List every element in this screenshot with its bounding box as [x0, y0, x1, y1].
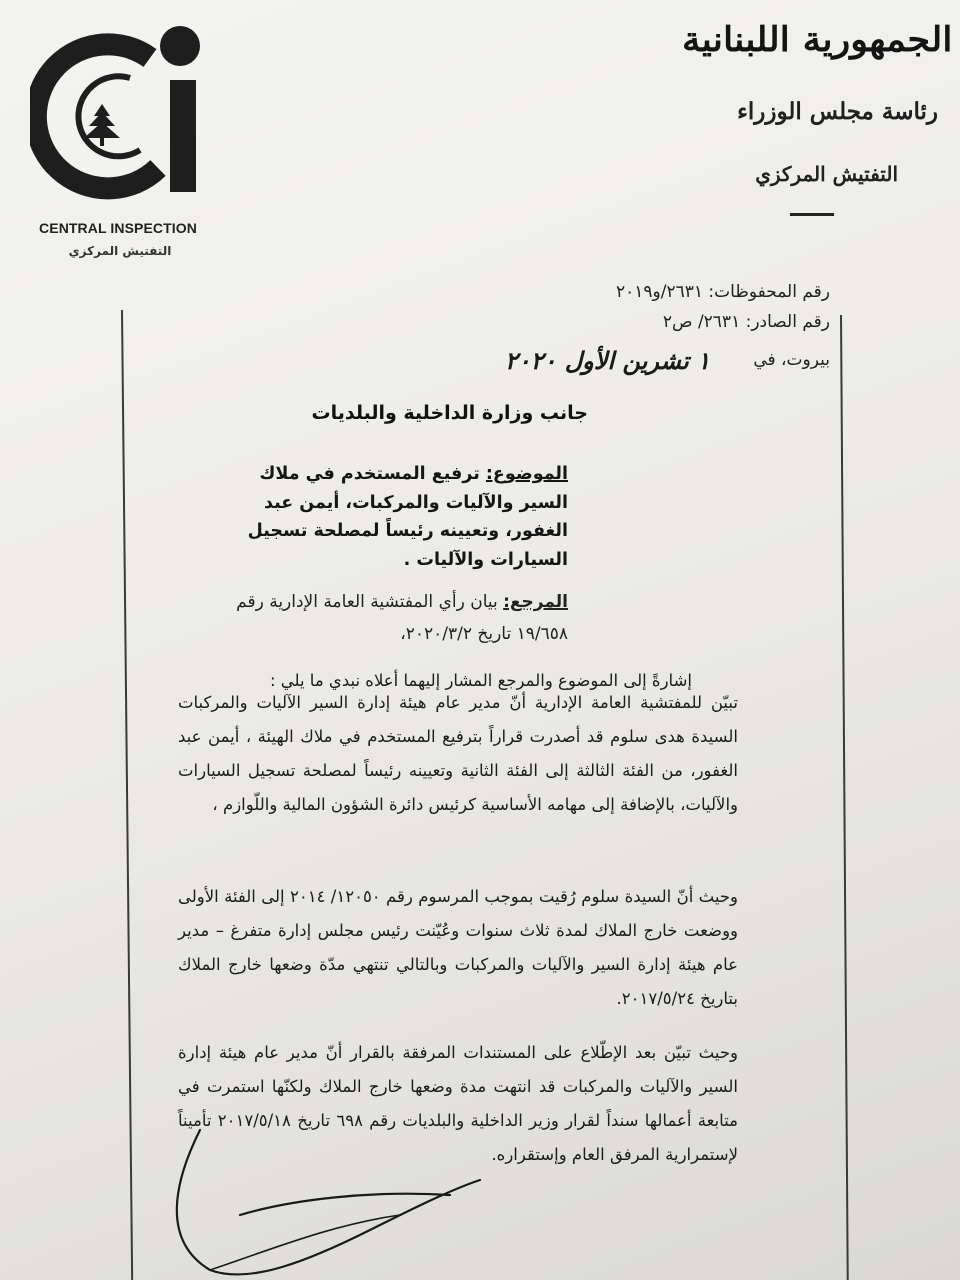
margin-line-left [121, 310, 133, 1280]
reference-text: بيان رأي المفتشية العامة الإدارية رقم ١٩/٦٥٨ تاريخ ٢٠٢٠/٣/٢، [236, 592, 568, 644]
issued-label: رقم الصادر: [745, 312, 830, 332]
paragraph-1: تبيّن للمفتشية العامة الإدارية أنّ مدير عام هيئة إدارة السير الآليات والمركبات السيدة هدى سلوم قد أصدرت قراراً بترفيع المستخدم في ملاك الهيئة ، أيمن عبد الغفور، من الفئة الثالثة إلى الفئة الثانية وتعيينه رئيساً لمصلحة تسجيل السيارات والآليات، بالإضافة إلى مهامه الأساسية كرئيس دائرة الشؤون المالية واللّوازم ، [178, 693, 738, 814]
reference-block [208, 586, 568, 650]
header-presidency: رئاسة مجلس الوزراء [737, 98, 938, 125]
addressee: جانب وزارة الداخلية والبلديات [311, 402, 588, 424]
handwritten-signature [150, 1120, 510, 1280]
subject-block [238, 460, 568, 574]
margin-line-right [840, 315, 849, 1280]
central-inspection-logo [30, 18, 205, 208]
reference-label: المرجع: [503, 592, 568, 612]
header-republic: الجمهورية اللبنانية [681, 20, 952, 60]
intro-line: إشارةً إلى الموضوع والمرجع المشار إليهما أعلاه نبدي ما يلي : [269, 671, 692, 690]
header-divider [790, 213, 834, 216]
archive-value: ٢٦٣١/و٢٠١٩ [616, 282, 703, 302]
paragraph-3: وحيث تبيّن بعد الإطّلاع على المستندات المرفقة بالقرار أنّ مدير عام هيئة إدارة السير والآليات والمركبات قد انتهت مدة وضعها خارج الملاك ولكنّها استمرت في متابعة أعمالها سنداً لقرار وزير الداخلية والبلديات رقم ٦٩٨ تاريخ ٢٠١٧/٥/١٨ تأميناً لإستمرارية المرفق العام وإستقراره. [178, 1043, 738, 1164]
logo-ring-inner [78, 76, 140, 156]
logo-ring-outer [36, 44, 158, 188]
subject-text: ترفيع المستخدم في ملاك السير والآليات والمركبات، أيمن عبد الغفور، وتعيينه رئيساً لمصلحة تسجيل السيارات والآليات . [247, 464, 568, 570]
logo-name-english: CENTRAL INSPECTION [39, 220, 197, 236]
handwritten-date: ١ تشرين الأول ٢٠٢٠ [504, 346, 710, 375]
issued-value: ٢٦٣١/ ص٢ [662, 312, 741, 332]
archive-number-row [616, 282, 830, 302]
logo-i-dot [160, 26, 200, 66]
header-department: التفتيش المركزي [755, 162, 898, 186]
place-label: بيروت، في [753, 350, 830, 370]
paragraph-2: وحيث أنّ السيدة سلوم رُقيت بموجب المرسوم رقم ١٢٠٥٠/ ٢٠١٤ إلى الفئة الأولى ووضعت خارج الملاك لمدة ثلاث سنوات وعُيّنت رئيس مجلس إدارة متفرغ – مدير عام هيئة إدارة السير والآليات والمركبات وبالتالي تنتهي مدّة وضعها خارج الملاك بتاريخ ٢٠١٧/٥/٢٤. [178, 887, 739, 1008]
logo-i-stem [170, 80, 196, 192]
archive-label: رقم المحفوظات: [708, 282, 830, 302]
issued-number-row [663, 312, 830, 332]
subject-label: الموضوع: [485, 464, 568, 484]
logo-name-arabic: التفتيش المركزي [68, 244, 172, 258]
